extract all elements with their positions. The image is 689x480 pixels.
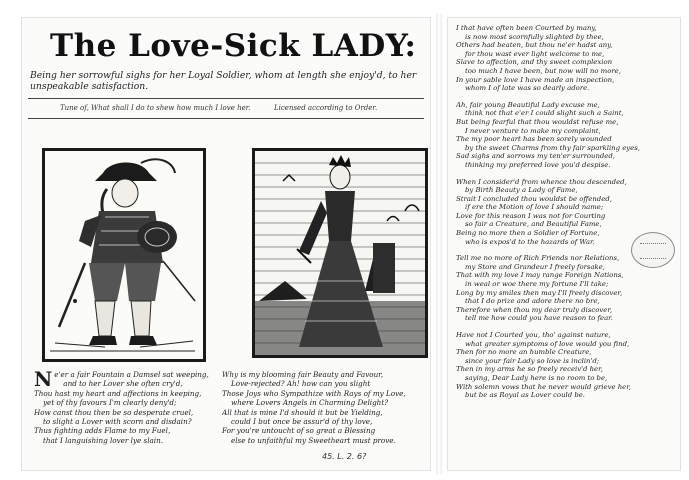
- verse-line: Being no more then a Soldier of Fortune,: [456, 229, 600, 238]
- verse-line: That with my love I may range Foreign Nations,: [456, 271, 624, 280]
- verse-line: Thou hast my heart and affections in keeping,: [34, 388, 202, 398]
- verse-column-right: [456, 24, 678, 408]
- verse-line: Those Joys who Sympathize with Rays of my Love,: [222, 388, 406, 398]
- verse-line: by the sweet Charms from thy fair sparkling eyes,: [465, 143, 640, 152]
- verse-line: The my poor heart has been sorely wounded: [456, 135, 612, 144]
- verse-line: Tell me no more of Rich Friends nor Relations,: [456, 254, 620, 263]
- verse-line: since your fair Lady so love is inclin'd;: [465, 356, 600, 365]
- verse-line: Strait I concluded thou wouldst be offended,: [456, 194, 612, 203]
- verse-line: Therefore when thou my dear truly discover,: [456, 305, 613, 314]
- verse-line: e'er a fair Fountain a Damsel sat weeping,: [54, 370, 209, 379]
- verse-line: by Birth Beauty a Lady of Fame,: [465, 186, 578, 195]
- verse-line: I never venture to make my complaint,: [465, 126, 601, 135]
- tune-line: Tune of, What shall I do to shew how much I love her.: [60, 104, 251, 112]
- left-page: [22, 18, 430, 470]
- verse-line: All that is mine I'd should it but be Yielding,: [222, 407, 383, 417]
- verse-line: tell me how could you have reason to fear.: [465, 314, 613, 323]
- ballad-title: The Love-Sick LADY:: [50, 28, 417, 64]
- library-stamp-icon: [631, 232, 675, 268]
- stanza: [456, 101, 678, 170]
- verse-line: Slave to affection, and thy sweet complexion: [456, 58, 613, 67]
- right-page: [448, 18, 680, 470]
- verse-line: Ah, fair young Beautiful Lady excuse me,: [456, 100, 600, 109]
- verse-line: think not that e'er I could slight such a Saint,: [465, 109, 624, 118]
- woodcut-lady-image: [252, 148, 428, 358]
- verse-line: that I languishing lover lye slain.: [43, 435, 164, 445]
- handwritten-shelfmark: 45. L. 2. 6?: [322, 452, 367, 461]
- verse-line: and to her Lover she often cry'd,: [63, 379, 183, 389]
- verse-line: Then in my arms he so freely receiv'd her,: [456, 365, 603, 374]
- verse-line: Thus fighting adds Flame to my Fuel,: [34, 426, 171, 436]
- ballad-subtitle: Being her sorrowful sighs for her Loyal Soldier, whom at length she enjoy'd, to her unspeakable satisfaction.: [30, 70, 417, 92]
- verse-line: thinking my preferred love you'd despise.: [465, 160, 611, 169]
- verse-line: Have not I Courted you, tho' against nature,: [456, 331, 611, 339]
- verse-line: With solemn vows that he never would grieve her,: [456, 382, 631, 391]
- verse-line: When I consider'd from whence thou descended,: [456, 177, 627, 186]
- verse-line: I that have often been Courted by many,: [456, 24, 597, 32]
- verse-line: my Store and Grandeur I freely forsake,: [465, 262, 605, 271]
- rule-bottom: [28, 118, 424, 119]
- stanza: [456, 24, 678, 93]
- verse-line: saying, Dear Lady here is no room to be,: [465, 373, 608, 382]
- verse-line: Love-rejected? Ah! how can you slight: [231, 379, 371, 389]
- verse-line: else to unfaithful my Sweetheart must prove.: [231, 435, 396, 445]
- verse-line: if ere the Motion of love I should name;: [465, 203, 604, 212]
- stanza: [456, 331, 678, 400]
- verse-line: in weal or woe there my fortune I'll take;: [465, 280, 609, 289]
- verse-line: But being fearful that thou wouldst refuse me,: [456, 117, 619, 126]
- verse-line: too much I have been, but now will no more,: [465, 66, 621, 75]
- woodcut-soldier-image: [42, 148, 206, 362]
- verse-line: Sad sighs and sorrows my ten'er surrounded,: [456, 152, 615, 161]
- verse-line: Long by my smiles then may I'll freely discover,: [456, 288, 623, 297]
- verse-line: Then for no more an humble Creature,: [456, 348, 592, 357]
- verse-line: for thou wast ever light welcome to me,: [465, 49, 605, 58]
- verse-line: where Lovers Angels in Charming Delight?: [231, 398, 389, 408]
- verse-line: but be as Royal as Lover could be.: [465, 391, 585, 400]
- drop-cap: N: [34, 367, 53, 391]
- verse-line: whom I of late was so dearly adore.: [465, 84, 590, 93]
- page-fold: [436, 14, 442, 474]
- verse-line: that I do prize and adore there no bre,: [465, 297, 600, 306]
- verse-line: Love for this reason I was not for Courting: [456, 211, 606, 220]
- verse-line: Others had beaten, but thou ne'er hadst any,: [456, 41, 613, 50]
- verse-line: In your sable love I have made an inspection,: [456, 75, 615, 84]
- verse-line: For you're untoucht of so great a Blessing: [222, 426, 376, 436]
- rule-top: [28, 98, 424, 99]
- verse-line: who is expos'd to the hazards of War.: [465, 237, 595, 246]
- verse-line: is now most scornfully slighted by thee,: [465, 32, 604, 41]
- licensed-line: Licensed according to Order.: [274, 104, 378, 112]
- verse-line: How canst thou then be so desperate cruel,: [34, 407, 194, 417]
- verse-column-left-1: [34, 367, 229, 445]
- verse-line: could I but once be assur'd of thy love,: [231, 417, 373, 427]
- verse-line: Why is my blooming fair Beauty and Favour,: [222, 370, 384, 379]
- verse-line: so fair a Creature, and Beautiful Fame,: [465, 220, 602, 229]
- verse-column-left-2: [222, 370, 427, 445]
- verse-line: yet of thy favours I'm clearly deny'd;: [43, 398, 177, 408]
- verse-line: what greater symptoms of love would you find,: [465, 339, 630, 348]
- verse-line: to slight a Lover with scorn and disdain?: [43, 417, 192, 427]
